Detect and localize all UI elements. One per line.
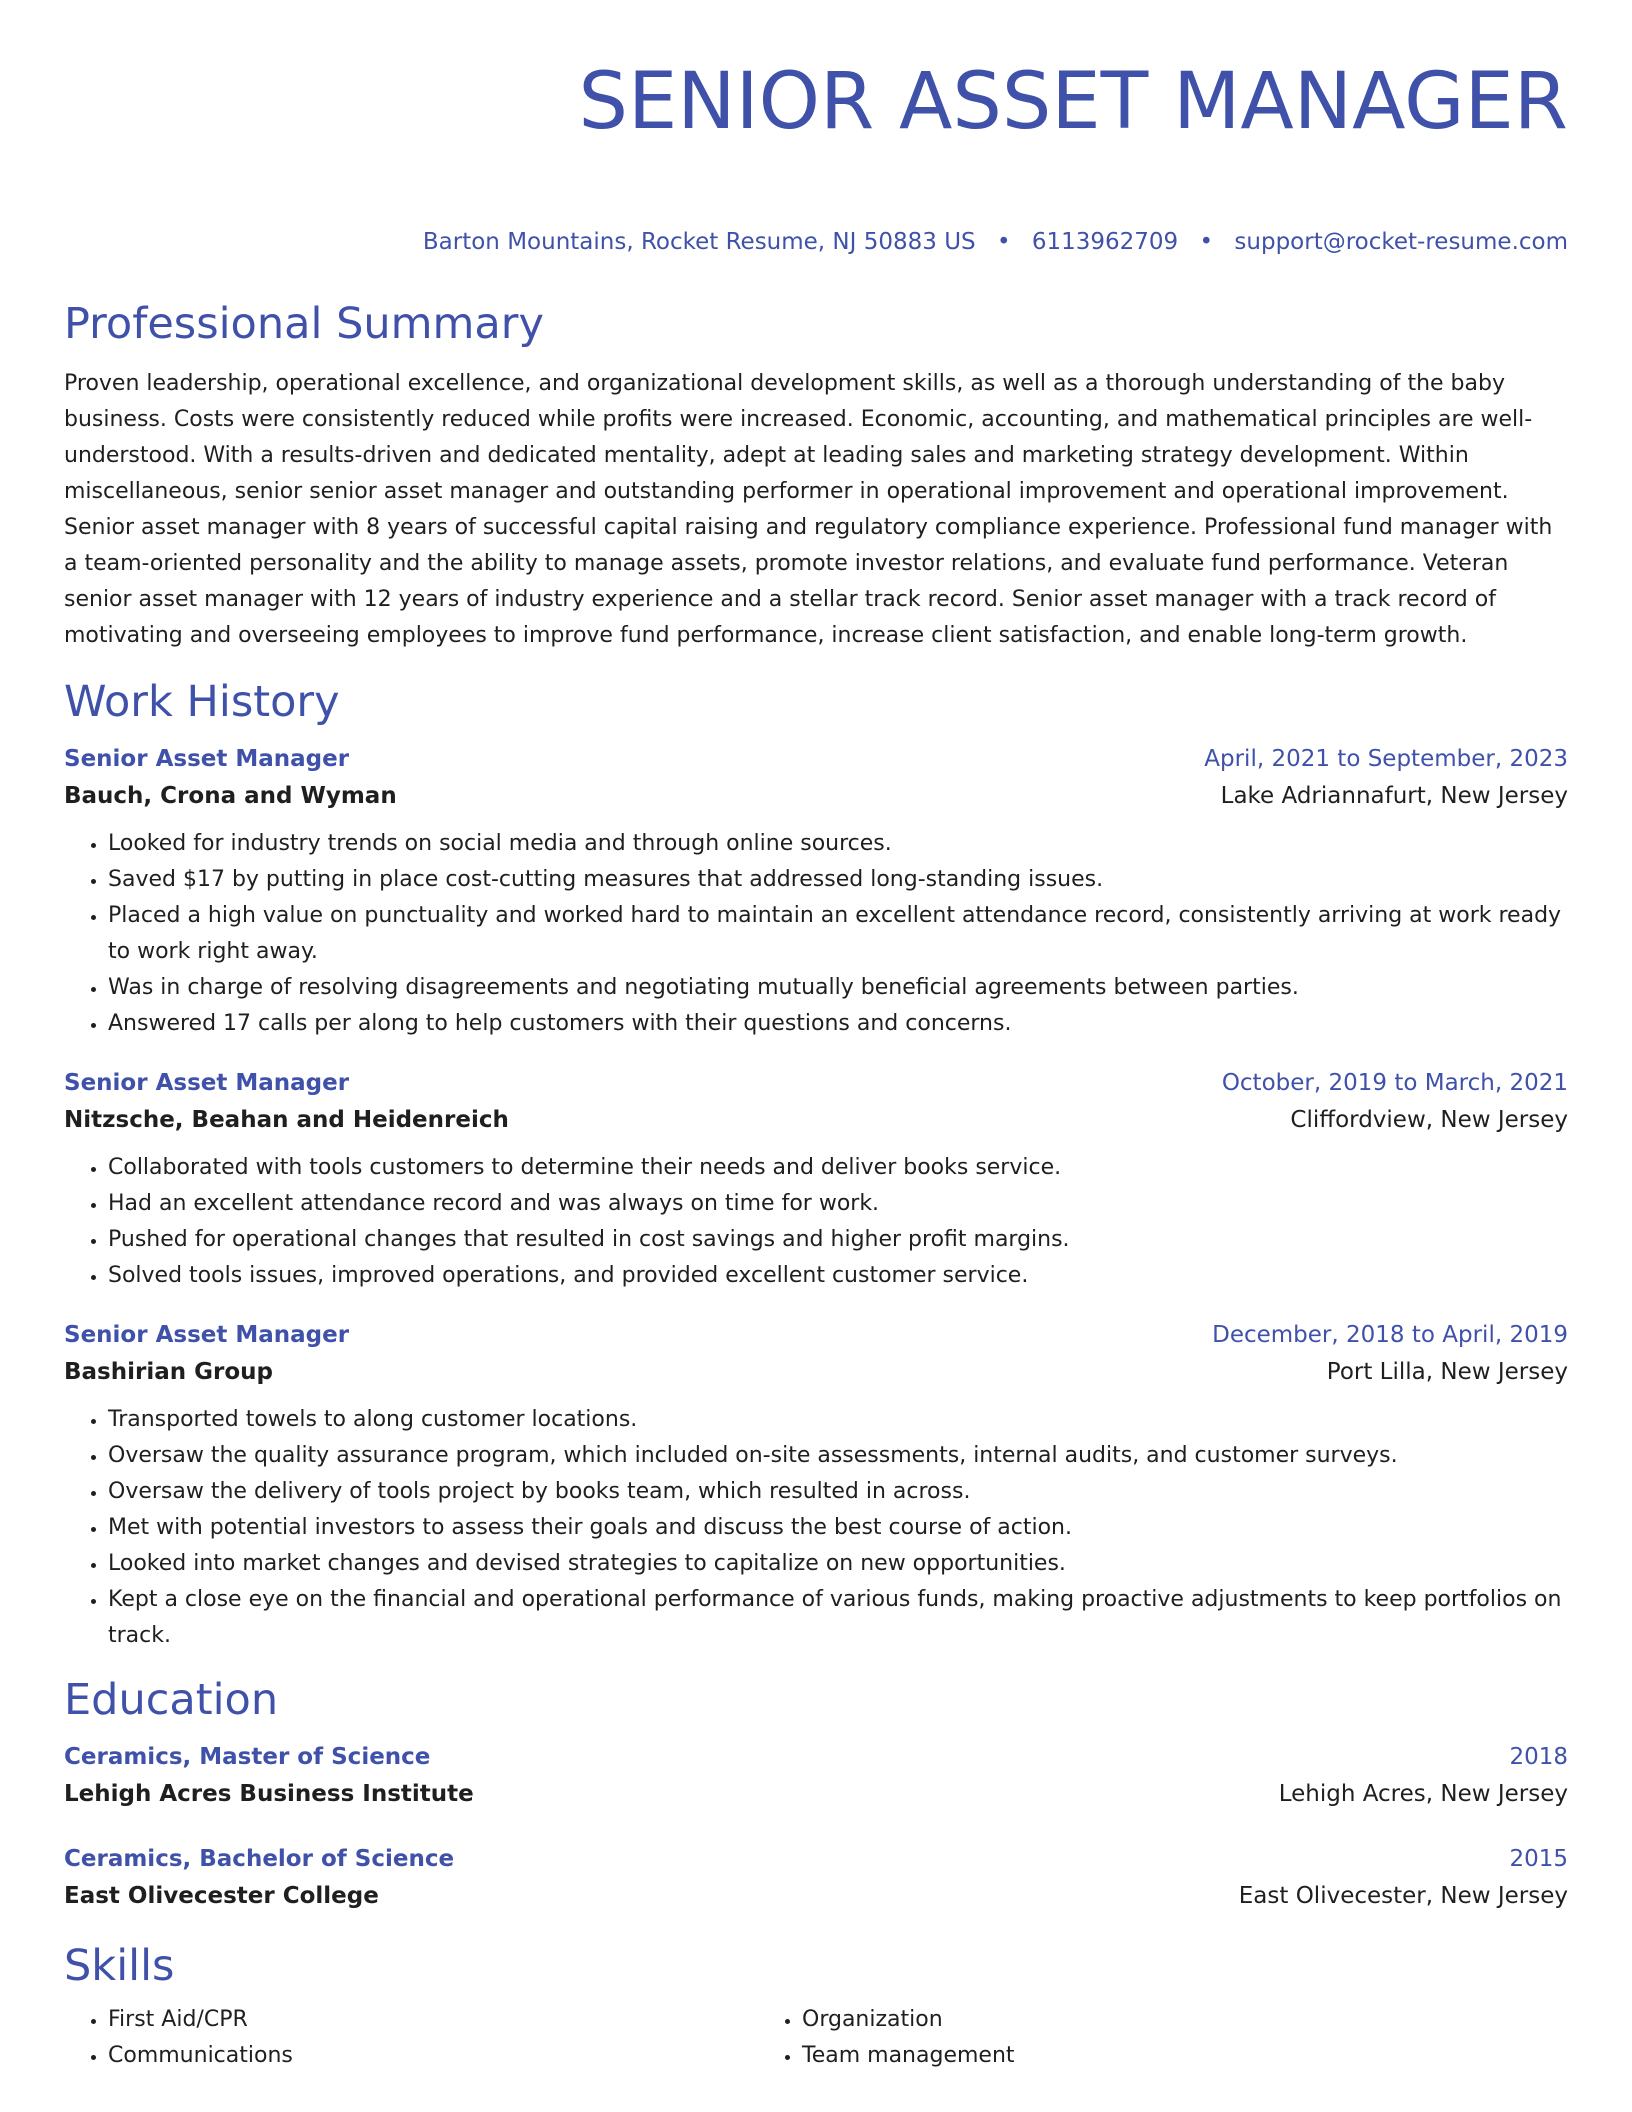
list-item: • Oversaw the delivery of tools project by books team, which resulted in across.: [108, 1474, 1568, 1510]
separator-dot: •: [1199, 229, 1214, 255]
skills-column-left: [64, 2002, 758, 2074]
list-item: • Oversaw the quality assurance program, which included on-site assessments, internal audits, and customer surveys.: [108, 1438, 1568, 1474]
education-entry: [64, 1842, 1568, 1916]
job-entry: [64, 1318, 1568, 1654]
address-text: Barton Mountains, Rocket Resume, NJ 50883 US: [422, 229, 976, 255]
separator-dot: •: [996, 229, 1011, 255]
school-name: Lehigh Acres Business Institute: [64, 1781, 474, 1807]
job-location: Lake Adriannafurt, New Jersey: [1220, 783, 1568, 809]
skill-item: • Communications: [108, 2038, 758, 2074]
education-entry: [64, 1740, 1568, 1814]
list-item: • Solved tools issues, improved operations, and provided excellent customer service.: [108, 1258, 1568, 1294]
resume-title: SENIOR ASSET MANAGER: [578, 57, 1568, 147]
job-bullets: [64, 1402, 1568, 1654]
job-role: Senior Asset Manager: [64, 1322, 350, 1348]
degree-title: Ceramics, Master of Science: [64, 1744, 431, 1770]
school-location: East Olivecester, New Jersey: [1238, 1883, 1568, 1909]
education-heading: Education: [64, 1675, 279, 1725]
graduation-year: 2015: [1509, 1846, 1568, 1872]
degree-title: Ceramics, Bachelor of Science: [64, 1846, 455, 1872]
list-item: • Answered 17 calls per along to help customers with their questions and concerns.: [108, 1006, 1568, 1042]
skill-item: • Organization: [802, 2002, 1452, 2038]
email-text: support@rocket-resume.com: [1234, 229, 1568, 255]
job-dates: April, 2021 to September, 2023: [1204, 746, 1568, 772]
skill-item: • First Aid/CPR: [108, 2002, 758, 2038]
list-item: • Saved $17 by putting in place cost-cutting measures that addressed long-standing issues.: [108, 862, 1568, 898]
job-role: Senior Asset Manager: [64, 1070, 350, 1096]
skills-column-right: [758, 2002, 1452, 2074]
list-item: • Pushed for operational changes that resulted in cost savings and higher profit margins.: [108, 1222, 1568, 1258]
list-item: • Met with potential investors to assess their goals and discuss the best course of action.: [108, 1510, 1568, 1546]
work-history-heading: Work History: [64, 677, 340, 727]
job-bullets: [64, 826, 1568, 1042]
list-item: • Looked into market changes and devised strategies to capitalize on new opportunities.: [108, 1546, 1568, 1582]
school-name: East Olivecester College: [64, 1883, 379, 1909]
contact-line: [64, 226, 1568, 258]
graduation-year: 2018: [1509, 1744, 1568, 1770]
skills-grid: [64, 2002, 1568, 2074]
job-dates: December, 2018 to April, 2019: [1212, 1322, 1568, 1348]
job-entry: [64, 742, 1568, 1042]
job-entry: [64, 1066, 1568, 1294]
list-item: • Was in charge of resolving disagreements and negotiating mutually beneficial agreements between parties.: [108, 970, 1568, 1006]
school-location: Lehigh Acres, New Jersey: [1278, 1781, 1568, 1807]
job-company: Bashirian Group: [64, 1359, 273, 1385]
list-item: • Kept a close eye on the financial and operational performance of various funds, making proactive adjustments to keep portfolios on track.: [108, 1582, 1568, 1654]
job-location: Cliffordview, New Jersey: [1290, 1107, 1568, 1133]
list-item: • Transported towels to along customer locations.: [108, 1402, 1568, 1438]
job-company: Bauch, Crona and Wyman: [64, 783, 397, 809]
summary-heading: Professional Summary: [64, 299, 544, 349]
skill-item: • Team management: [802, 2038, 1452, 2074]
list-item: • Had an excellent attendance record and was always on time for work.: [108, 1186, 1568, 1222]
list-item: • Looked for industry trends on social media and through online sources.: [108, 826, 1568, 862]
job-company: Nitzsche, Beahan and Heidenreich: [64, 1107, 509, 1133]
job-bullets: [64, 1150, 1568, 1294]
list-item: • Placed a high value on punctuality and worked hard to maintain an excellent attendance record, consistently arriving at work ready to work right away.: [108, 898, 1568, 970]
phone-text: 6113962709: [1031, 229, 1179, 255]
skills-heading: Skills: [64, 1941, 175, 1991]
job-dates: October, 2019 to March, 2021: [1221, 1070, 1568, 1096]
job-role: Senior Asset Manager: [64, 746, 350, 772]
list-item: • Collaborated with tools customers to determine their needs and deliver books service.: [108, 1150, 1568, 1186]
job-location: Port Lilla, New Jersey: [1326, 1359, 1568, 1385]
summary-text: Proven leadership, operational excellence, and organizational development skills, as well as a thorough understanding of the baby business. Costs were consistently reduced while profits were increased. Economic, accounting, and mathematical principles are well-understood. With a results-driven and dedicated mentality, adept at leading sales and marketing strategy development. Within miscellaneous, senior senior asset manager and outstanding performer in operational improvement and operational improvement. Senior asset manager with 8 years of successful capital raising and regulatory compliance experience. Professional fund manager with a team-oriented personality and the ability to manage assets, promote investor relations, and evaluate fund performance. Veteran senior asset manager with 12 years of industry experience and a stellar track record. Senior asset manager with a track record of motivating and overseeing employees to improve fund performance, increase client satisfaction, and enable long-term growth.: [64, 371, 1553, 648]
